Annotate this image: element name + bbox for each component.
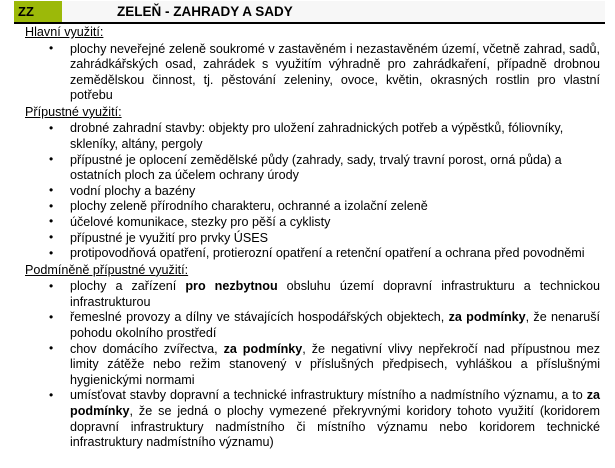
zone-header-row: [14, 1, 605, 23]
bullet-text: , že se jedná o plochy vymezené překryvnými koridory tohoto využití (koridorem dopravní infrastruktury nadmístního či místního významu nebo koridorem technické infrastruktury nadmístního významu): [70, 403, 600, 450]
zone-title-label: ZELEŇ - ZAHRADY A SADY: [117, 3, 293, 19]
zone-code-label: ZZ: [18, 3, 34, 19]
bullet-item: [70, 310, 600, 341]
bullet-item: [70, 215, 600, 231]
bullet-text: plochy a zařízení: [70, 279, 186, 294]
bullet-item: [70, 231, 600, 247]
bullet-list: [0, 279, 615, 451]
bullet-item: [70, 246, 600, 262]
bullet-text: plochy zeleně přírodního charakteru, ochranné a izolační zeleně: [70, 199, 428, 214]
bullet-text: umísťovat stavby dopravní a technické infrastruktury místního a nadmístního významu, a to: [70, 388, 587, 403]
section-heading: Podmíněně přípustné využití:: [25, 262, 189, 277]
zone-header-table: [14, 1, 605, 24]
bullet-text: protipovodňová opatření, protierozní opatření a retenční opatření a ochrana před povodněmi: [70, 246, 585, 261]
document-content: [0, 25, 615, 452]
bullet-text: přípustné je využití pro prvky ÚSES: [70, 230, 269, 245]
section-heading: Přípustné využití:: [25, 104, 122, 119]
zone-code-cell: [14, 1, 62, 23]
bullet-text: chov domácího zvířectva,: [70, 341, 224, 356]
bullet-text: drobné zahradní stavby: objekty pro uložení zahradnických potřeb a výpěstků, fóliovníky, skleníky, altány, pergoly: [70, 121, 564, 151]
section-heading: Hlavní využití:: [25, 25, 104, 39]
bullet-emphasis-text: pro nezbytnou: [185, 279, 278, 294]
bullet-text: účelové komunikace, stezky pro pěší a cyklisty: [70, 214, 331, 229]
bullet-list: [0, 121, 615, 261]
bullet-emphasis-text: za podmínky: [223, 341, 303, 356]
zone-title-cell: [62, 1, 605, 23]
bullet-item: [70, 42, 600, 104]
bullet-text: vodní plochy a bazény: [70, 183, 196, 198]
bullet-text: plochy neveřejné zeleně soukromé v zastavěném i nezastavěném území, včetně zahrad, sadů, zahrádkářských osad, zahrádek s využitím výhradně pro zahrádkaření, případně drobnou zemědělskou činnost, tj. pěstování zeleniny, ovoce, květin, okrasných rostlin pro vlastní potřebu: [70, 41, 600, 103]
bullet-item: [70, 342, 600, 389]
bullet-text: obsluhu území dopravní infrastrukturu a technickou infrastrukturou: [70, 279, 601, 309]
bullet-text: řemeslné provozy a dílny ve stávajících hospodářských objektech,: [70, 310, 449, 325]
bullet-item: [70, 121, 600, 152]
bullet-list: [0, 42, 615, 104]
bullet-item: [70, 388, 600, 450]
bullet-item: [70, 153, 600, 184]
bullet-text: , že negativní vlivy nepřekročí nad přípustnou mez limity zátěže nebo režim stanovený v příslušných předpisech, vyhláškou a příslušnými hygienickými normami: [70, 341, 600, 387]
bullet-emphasis-text: za podmínky: [70, 388, 600, 418]
bullet-item: [70, 184, 600, 200]
bullet-emphasis-text: za podmínky: [448, 310, 526, 325]
bullet-item: [70, 279, 600, 310]
bullet-text: , že nenaruší pohodu okolního prostředí: [70, 310, 601, 340]
bullet-item: [70, 199, 600, 215]
bullet-text: přípustné je oplocení zemědělské půdy (zahrady, sady, trvalý travní porost, orná půda) a ostatních ploch za účelem ochrany úrody: [70, 152, 562, 183]
